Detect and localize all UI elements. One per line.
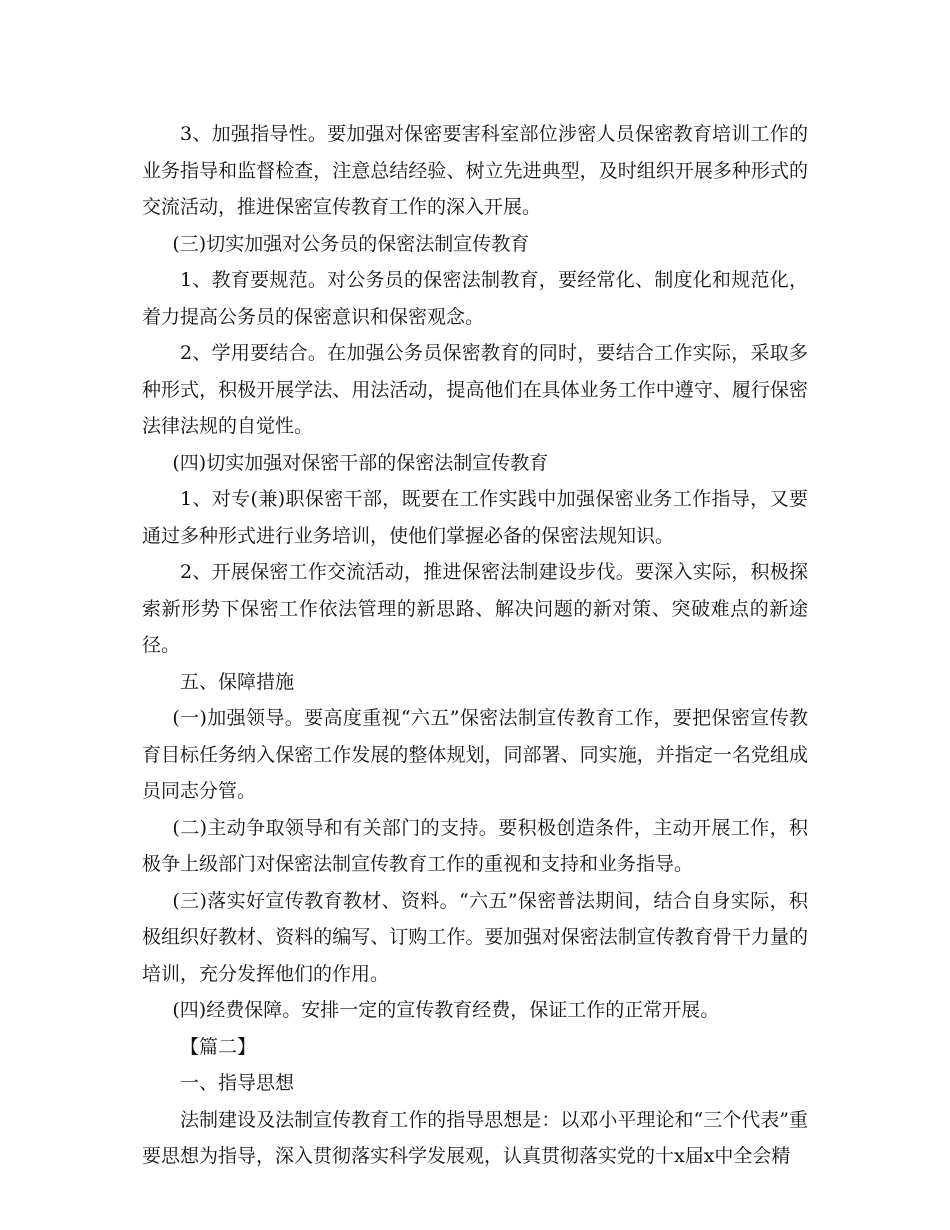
paragraph-teaching-materials: (三)落实好宣传教育教材、资料。“六五”保密普法期间，结合自身实际，积极组织好教材、资料的编写、订购工作。要加强对保密法制宣传教育骨干力量的培训，充分发挥他们的作用。	[142, 889, 808, 985]
paragraph-strengthen-guidance: 3、加强指导性。要加强对保密要害科室部位涉密人员保密教育培训工作的业务指导和监督检查，注意总结经验、树立先进典型，及时组织开展多种形式的交流活动，推进保密宣传教育工作的深入开展。	[142, 123, 808, 218]
paragraph-standardized-education: 1、教育要规范。对公务员的保密法制教育，要经常化、制度化和规范化，着力提高公务员的保密意识和保密观念。	[142, 269, 808, 328]
paragraph-guiding-ideology: 法制建设及法制宣传教育工作的指导思想是：以邓小平理论和“三个代表”重要思想为指导，深入贯彻落实科学发展观，认真贯彻落实党的十x届x中全会精	[142, 1108, 808, 1167]
paragraph-seek-support: (二)主动争取领导和有关部门的支持。要积极创造条件，主动开展工作，积极争上级部门对保密法制宣传教育工作的重视和支持和业务指导。	[142, 816, 808, 875]
section-heading-part-two: 【篇二】	[180, 1035, 257, 1058]
heading-guiding-ideology: 一、指导思想	[180, 1072, 295, 1094]
paragraph-strengthen-leadership: (一)加强领导。要高度重视“六五”保密法制宣传教育工作，要把保密宣传教育目标任务纳入保密工作发展的整体规划，同部署、同实施，并指定一名党组成员同志分管。	[142, 707, 808, 802]
paragraph-exchange-activities: 2、开展保密工作交流活动，推进保密法制建设步伐。要深入实际，积极探索新形势下保密工作依法管理的新思路、解决问题的新对策、突破难点的新途径。	[142, 561, 808, 656]
heading-cadre-education: (四)切实加强对保密干部的保密法制宣传教育	[172, 451, 549, 474]
paragraph-funding: (四)经费保障。安排一定的宣传教育经费，保证工作的正常开展。	[172, 999, 720, 1021]
document-body	[142, 116, 808, 1175]
paragraph-combine-study-and-use: 2、学用要结合。在加强公务员保密教育的同时，要结合工作实际，采取多种形式，积极开展学法、用法活动，提高他们在具体业务工作中遵守、履行保密法律法规的自觉性。	[142, 342, 808, 437]
paragraph-cadre-training: 1、对专(兼)职保密干部，既要在工作实践中加强保密业务工作指导，又要通过多种形式进行业务培训，使他们掌握必备的保密法规知识。	[142, 488, 808, 547]
heading-safeguard-measures: 五、保障措施	[180, 670, 295, 693]
heading-civil-servant-education: (三)切实加强对公务员的保密法制宣传教育	[172, 232, 530, 255]
